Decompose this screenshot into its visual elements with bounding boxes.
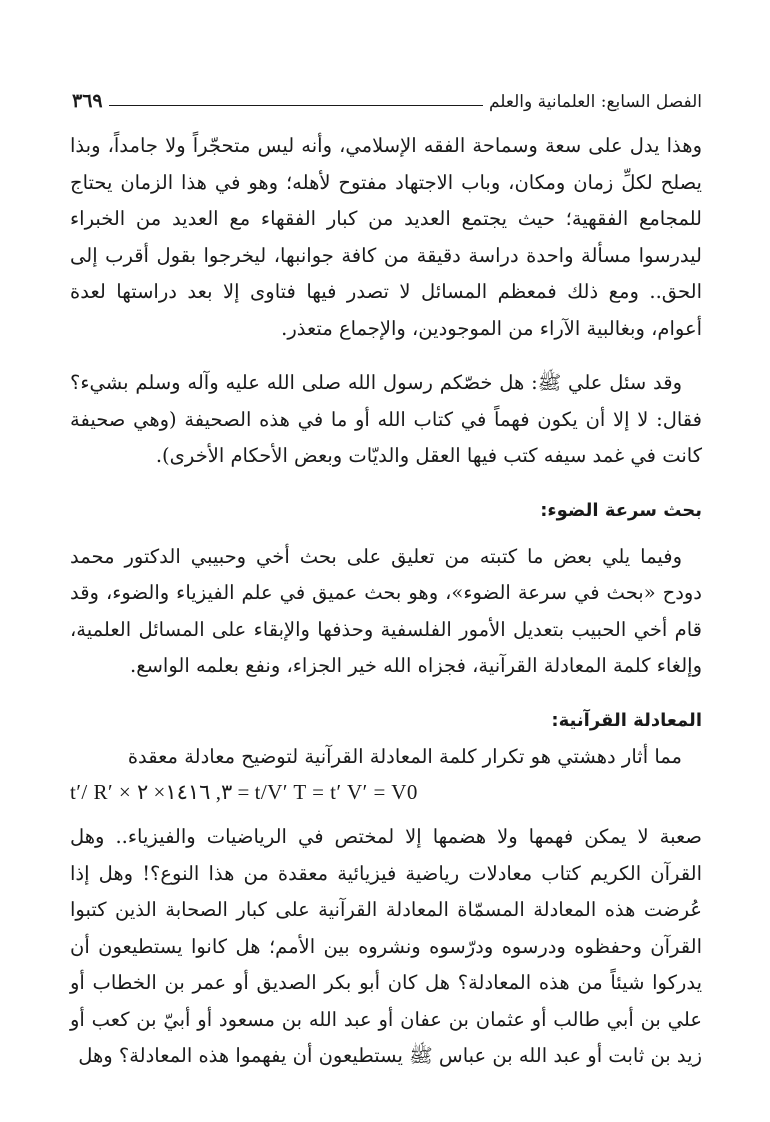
chapter-title: الفصل السابع: العلمانية والعلم [488,92,702,112]
section-heading-quranic-equation: المعادلة القرآنية: [551,709,702,731]
equation-line: t′/ R′ × ٣, ١٤١٦× ٢ = t/V′ T = t′ V′ = V0 [70,780,418,804]
paragraph-gap [70,347,702,365]
page-number: ٣٦٩ [72,90,103,112]
paragraph-gap [70,475,702,493]
paragraph-ali-hadith: وقد سئل علي ﷺ: هل خصّكم رسول الله صلى الله عليه وآله وسلم بشيء؟ فقال: لا إلا أن يكون فهماً في كتاب الله أو ما في هذه الصحيفة (وهي صحيفة كانت في غمد سيفه كتب فيها العقل والديّات وبعض الأحكام الأخرى). [70,371,702,467]
paragraph-fiqh-flexibility: وهذا يدل على سعة وسماحة الفقه الإسلامي، وأنه ليس متحجّراً ولا جامداً، وبذا يصلح لكلِّ زمان ومكان، وباب الاجتهاد مفتوح لأهله؛ وهو في هذا الزمان يحتاج للمجامع الفقهية؛ حيث يجتمع العديد من كبار الفقهاء مع العديد من الخبراء ليدرسوا مسألة واحدة دراسة دقيقة من كافة جوانبها، ليخرجوا بقول أقرب إلى الحق.. ومع ذلك فمعظم المسائل لا تصدر فيها فتاوى إلا بعد دراستها لعدة أعوام، وبغالبية الآراء من الموجودين، والإجماع متعذر. [70,134,702,340]
paragraph-gap [70,685,702,703]
paragraph-research-comment: وفيما يلي بعض ما كتبته من تعليق على بحث أخي وحبيبي الدكتور محمد دودح «بحث في سرعة الضوء»، وهو بحث عميق في علم الفيزياء والضوء، وقد قام أخي الحبيب بتعديل الأمور الفلسفية وحذفها والإبقاء على المسائل العلمية، وإلغاء كلمة المعادلة القرآنية، فجزاه الله خير الجزاء، ونفع بعلمه الواسع. [70,544,702,677]
paragraph-gap [70,529,702,539]
section-heading-speed-of-light: بحث سرعة الضوء: [540,499,702,521]
paragraph-equation-critique: صعبة لا يمكن فهمها ولا هضمها إلا لمختص في الرياضيات والفيزياء.. وهل القرآن الكريم كتاب معادلات رياضية فيزيائية معقدة من هذا النوع؟! وهل إذا عُرضت هذه المعادلة المسمّاة المعادلة القرآنية على كبار الصحابة الذين كتبوا القرآن وحفظوه ودرسوه ودرّسوه ونشروه بين الأمم؛ هل كانوا يستطيعون أن يدركوا شيئاً من هذه المعادلة؟ هل كان أبو بكر الصديق أو عمر بن الخطاب أو علي بن أبي طالب أو عثمان بن عفان أو عبد الله بن مسعود أو أبيّ بن كعب أو زيد بن ثابت أو عبد الله بن عباس ﷺ يستطيعون أن يفهموا هذه المعادلة؟ وهل [70,825,702,1067]
page-body [70,128,702,1075]
paragraph-equation-intro: مما أثار دهشتي هو تكرار كلمة المعادلة القرآنية لتوضيح معادلة معقدة [127,744,682,768]
header-rule [109,105,483,106]
running-header [72,82,702,112]
